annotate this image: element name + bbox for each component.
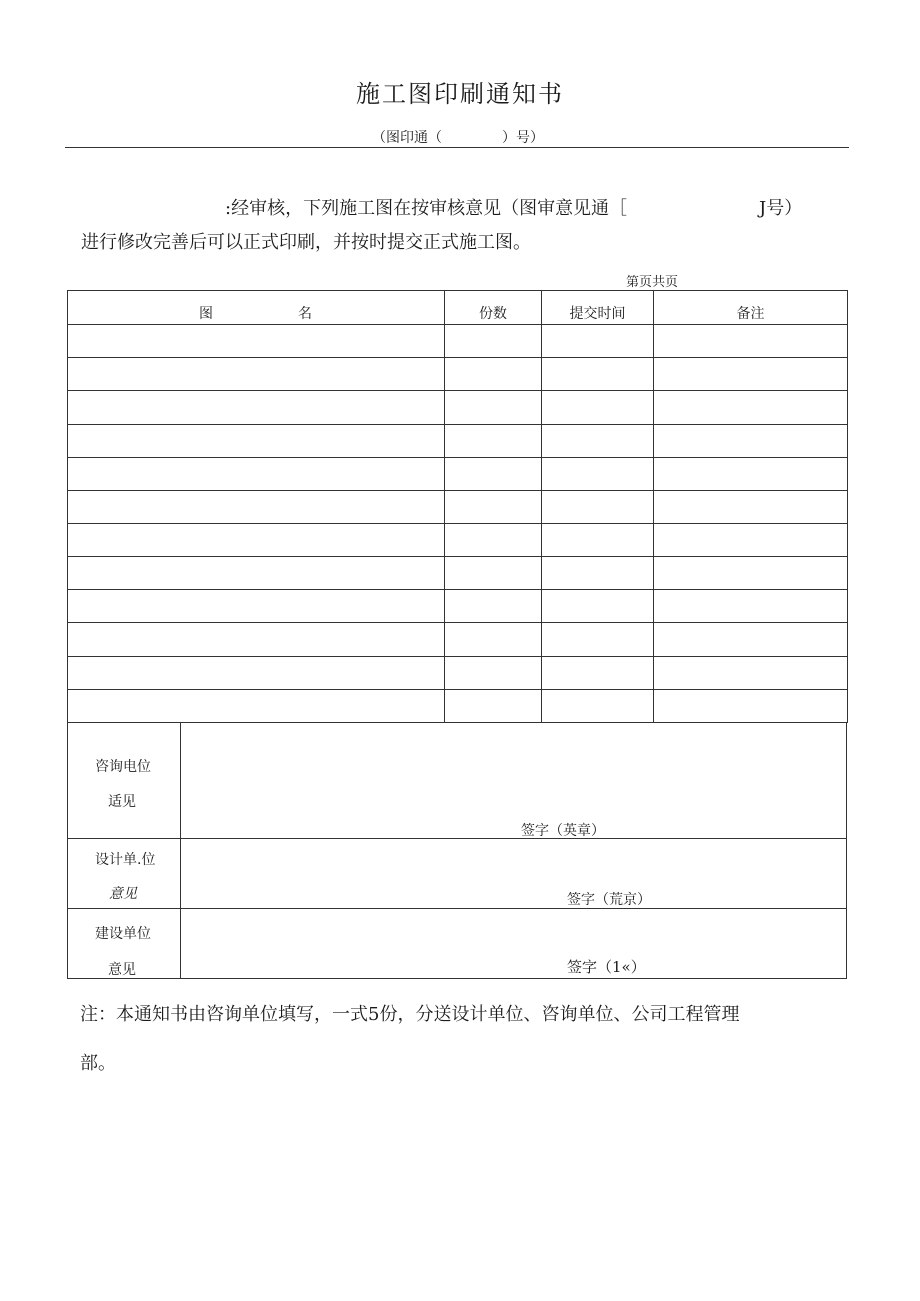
cell-copies[interactable] [445, 656, 542, 689]
consult-signature: 签字（英章） [521, 823, 605, 839]
cell-remarks[interactable] [654, 424, 848, 457]
construction-label-line-2: 意见 [108, 962, 136, 978]
doc-number-suffix: ）号） [502, 130, 544, 146]
cell-drawing-name[interactable] [68, 656, 445, 689]
cell-drawing-name[interactable] [68, 391, 445, 424]
cell-drawing-name[interactable] [68, 325, 445, 358]
cell-submit-time[interactable] [542, 590, 654, 623]
consult-opinion-area[interactable] [180, 722, 847, 839]
cell-drawing-name[interactable] [68, 689, 445, 722]
header-rule [65, 147, 849, 148]
cell-copies[interactable] [445, 391, 542, 424]
header-drawing-name [68, 291, 445, 325]
cell-drawing-name[interactable] [68, 424, 445, 457]
cell-remarks[interactable] [654, 490, 848, 523]
cell-submit-time[interactable] [542, 424, 654, 457]
header-submit-time: 提交时间 [542, 291, 654, 325]
document-title: 施工图印刷通知书 [356, 80, 564, 108]
cell-submit-time[interactable] [542, 524, 654, 557]
cell-copies[interactable] [445, 623, 542, 656]
design-signature: 签字（荒京） [567, 892, 651, 908]
construction-opinion-label-cell [67, 908, 181, 979]
consult-label-line-2: 适见 [108, 794, 136, 810]
note-line-1: 注：本通知书由咨询单位填写，一式5份，分送设计单位、咨询单位、公司工程管理 [80, 1004, 740, 1025]
cell-drawing-name[interactable] [68, 590, 445, 623]
table-row [68, 689, 848, 722]
cell-copies[interactable] [445, 590, 542, 623]
opinion-section [67, 722, 847, 979]
table-row [68, 623, 848, 656]
cell-remarks[interactable] [654, 391, 848, 424]
cell-copies[interactable] [445, 457, 542, 490]
design-label-line-1: 设计单.位 [95, 852, 156, 868]
table-row [68, 656, 848, 689]
page-info: 第页共页 [626, 275, 679, 290]
construction-opinion-area[interactable] [180, 908, 847, 979]
table-row [68, 590, 848, 623]
note-line-2: 部。 [80, 1053, 116, 1074]
drawing-list-table [67, 290, 848, 723]
cell-remarks[interactable] [654, 689, 848, 722]
intro-line-2: 进行修改完善后可以正式印刷，并按时提交正式施工图。 [81, 232, 531, 253]
cell-submit-time[interactable] [542, 391, 654, 424]
design-label-line-2: 意见 [109, 886, 137, 902]
table-row [68, 490, 848, 523]
cell-drawing-name[interactable] [68, 557, 445, 590]
doc-number-prefix: （图印通（ [372, 130, 442, 146]
cell-copies[interactable] [445, 524, 542, 557]
cell-remarks[interactable] [654, 325, 848, 358]
cell-copies[interactable] [445, 358, 542, 391]
cell-submit-time[interactable] [542, 325, 654, 358]
cell-drawing-name[interactable] [68, 490, 445, 523]
construction-signature: 签字（1«） [567, 958, 646, 976]
cell-drawing-name[interactable] [68, 623, 445, 656]
cell-drawing-name[interactable] [68, 524, 445, 557]
cell-remarks[interactable] [654, 358, 848, 391]
cell-submit-time[interactable] [542, 490, 654, 523]
cell-submit-time[interactable] [542, 557, 654, 590]
cell-submit-time[interactable] [542, 689, 654, 722]
intro-line-1-end: J号） [759, 198, 803, 219]
construction-label-line-1: 建设单位 [95, 926, 151, 942]
cell-remarks[interactable] [654, 656, 848, 689]
intro-line-1: :经审核，下列施工图在按审核意见（图审意见通［ [225, 198, 628, 219]
cell-drawing-name[interactable] [68, 358, 445, 391]
cell-remarks[interactable] [654, 524, 848, 557]
cell-submit-time[interactable] [542, 358, 654, 391]
header-drawing-name-part-1: 图 [199, 306, 213, 323]
cell-remarks[interactable] [654, 457, 848, 490]
table-row [68, 557, 848, 590]
consult-label-line-1: 咨询电位 [95, 759, 151, 775]
table-row [68, 325, 848, 358]
table-header-row [68, 291, 848, 325]
cell-remarks[interactable] [654, 557, 848, 590]
table-row [68, 391, 848, 424]
table-row [68, 424, 848, 457]
header-remarks: 备注 [654, 291, 848, 325]
header-drawing-name-part-2: 名 [298, 306, 312, 323]
cell-remarks[interactable] [654, 590, 848, 623]
cell-remarks[interactable] [654, 623, 848, 656]
table-row [68, 524, 848, 557]
design-opinion-area[interactable] [180, 838, 847, 909]
cell-copies[interactable] [445, 490, 542, 523]
cell-copies[interactable] [445, 689, 542, 722]
header-copies: 份数 [445, 291, 542, 325]
cell-submit-time[interactable] [542, 623, 654, 656]
cell-submit-time[interactable] [542, 457, 654, 490]
cell-copies[interactable] [445, 325, 542, 358]
cell-drawing-name[interactable] [68, 457, 445, 490]
cell-submit-time[interactable] [542, 656, 654, 689]
cell-copies[interactable] [445, 557, 542, 590]
cell-copies[interactable] [445, 424, 542, 457]
table-row [68, 358, 848, 391]
design-opinion-label-cell [67, 838, 181, 909]
consult-opinion-label-cell [67, 722, 181, 839]
table-row [68, 457, 848, 490]
